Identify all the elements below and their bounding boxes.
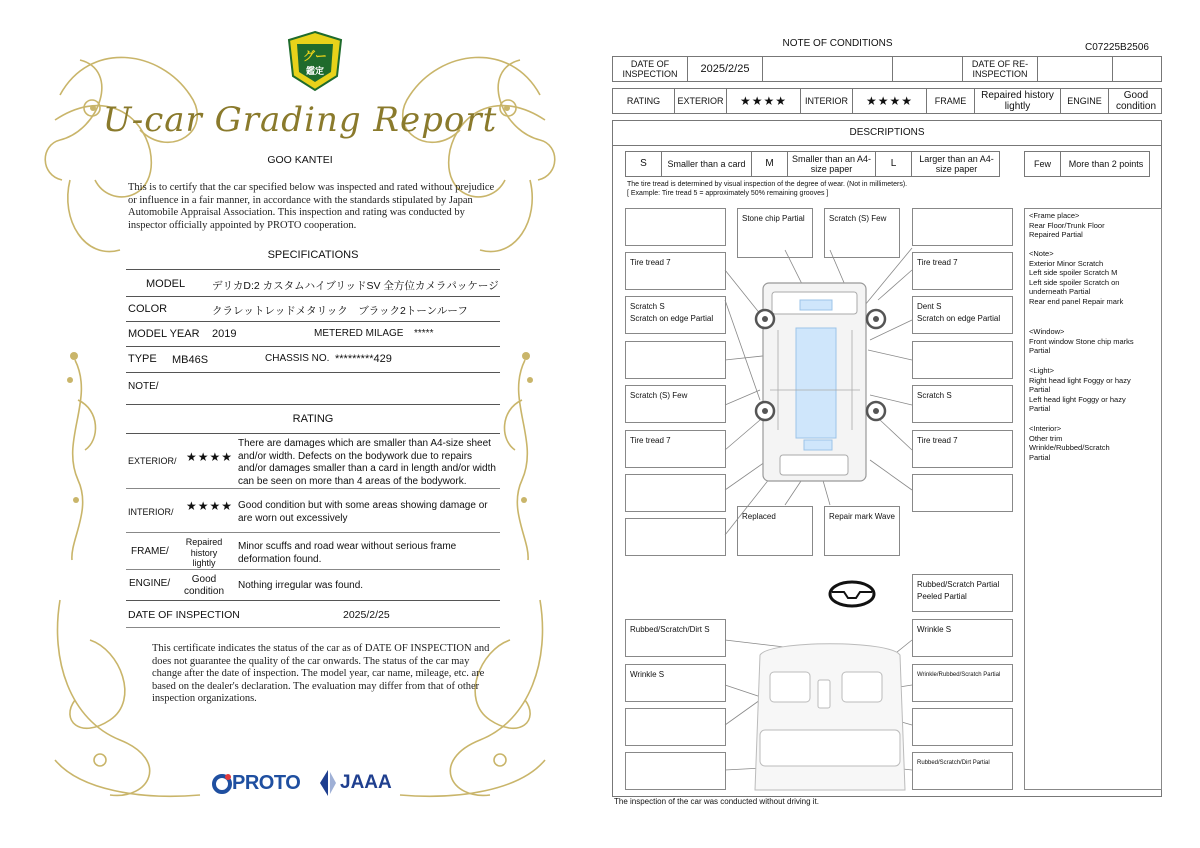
- note-box-interior-right-3: [912, 708, 1013, 746]
- date-value: 2025/2/25: [688, 57, 763, 81]
- note-line: <Interior>: [1029, 424, 1062, 433]
- note-box-left-5: [625, 385, 726, 423]
- note-line: <Light>: [1029, 366, 1055, 375]
- note-line: <Window>: [1029, 327, 1065, 336]
- exterior-stars: ★★★★: [186, 450, 234, 464]
- note-box-text: Dent S Scratch on edge Partial: [917, 302, 1001, 323]
- note-line: underneath Partial: [1029, 287, 1091, 296]
- legend-l: L: [876, 152, 912, 176]
- model-value: デリカD:2 カスタムハイブリッドSV 全方位カメラパッケージ: [212, 280, 499, 292]
- rating-label: RATING: [613, 89, 675, 113]
- mileage-value: *****: [414, 328, 434, 339]
- engine-value: Good condition: [1115, 90, 1157, 112]
- inspection-date-label: DATE OF INSPECTION: [128, 609, 240, 621]
- rating-title: RATING: [292, 413, 334, 425]
- note-box-top-2: [824, 208, 900, 258]
- note-box-right-2: [912, 252, 1013, 290]
- note-box-text: Tire tread 7: [917, 258, 958, 267]
- note-line: Rear Floor/Trunk Floor: [1029, 220, 1105, 230]
- note-box-interior-left-1: [625, 619, 726, 657]
- engine-label: ENGINE/: [129, 578, 171, 589]
- exterior-stars: ★★★★: [727, 89, 801, 113]
- divider: [126, 404, 500, 405]
- note-box-left-1: [625, 208, 726, 246]
- tire-note: The tire tread is determined by visual inspection of the degree of wear. (Not in millimeters).: [627, 181, 908, 188]
- note-box-right-7: [912, 474, 1013, 512]
- date-label: DATE OF INSPECTION: [613, 57, 688, 81]
- chassis-value: *********429: [335, 353, 392, 365]
- model-label: MODEL: [146, 278, 186, 290]
- color-value: クラレットレッドメタリック ブラック2トーンルーフ: [212, 305, 468, 317]
- certificate-disclaimer: This certificate indicates the status of the car as of DATE OF INSPECTION and does not guarantee the quality of the car onwards. The status of the car may change after the date of inspection. The model year, car name, mileage, etc. are based on the dealer's declaration. The evaluation may differ from that of other inspection organizations.: [152, 643, 490, 704]
- note-line: Exterior Minor Scratch: [1029, 258, 1104, 268]
- legend-s-desc: Smaller than a card: [662, 152, 752, 176]
- note-box-left-6: [625, 430, 726, 468]
- interior-stars: ★★★★: [186, 499, 234, 513]
- note-box-interior-left-3: [625, 708, 726, 746]
- note-box-interior-right-4: [912, 752, 1013, 790]
- divider: [126, 627, 500, 628]
- mileage-label: METERED MILAGE: [314, 328, 404, 339]
- note-box-right-6: [912, 430, 1013, 468]
- note-line: Right head light Foggy or hazy: [1029, 375, 1131, 385]
- engine-label: ENGINE: [1061, 89, 1109, 113]
- note-line: Rear end panel Repair mark: [1029, 296, 1124, 306]
- divider: [126, 433, 500, 434]
- note-box-text: Stone chip Partial: [742, 214, 805, 223]
- engine-description: Nothing irregular was found.: [238, 580, 364, 591]
- interior-description: Good condition but with some areas showing damage or are worn out excessively: [238, 500, 488, 524]
- note-line: Left side spoiler Scratch M: [1029, 268, 1118, 277]
- condition-notes: [1024, 208, 1162, 790]
- interior-stars: ★★★★: [853, 89, 927, 113]
- note-box-text: Rubbed/Scratch Partial Peeled Partial: [917, 580, 1000, 601]
- badge-bottom-text: 鑑定: [305, 67, 325, 77]
- note-line: Wrinkle/Rubbed/Scratch: [1029, 443, 1110, 452]
- note-box-text: Scratch (S) Few: [630, 391, 688, 400]
- legend-l-desc: Larger than an A4-size paper: [919, 154, 994, 174]
- badge-top-text: グー: [302, 49, 328, 63]
- divider: [126, 346, 500, 347]
- note-box-left-8: [625, 518, 726, 556]
- chassis-label: CHASSIS NO.: [265, 353, 330, 364]
- engine-value: Good condition: [183, 574, 225, 597]
- note-box-top-1: [737, 208, 813, 258]
- divider: [126, 296, 500, 297]
- proto-logo-icon: [212, 773, 232, 795]
- legend-m-desc: Smaller than an A4-size paper: [788, 152, 876, 176]
- note-line: Left head light Foggy or hazy: [1029, 394, 1126, 404]
- note-line: <Frame place>: [1029, 211, 1080, 220]
- legend-few-desc: More than 2 points: [1068, 159, 1144, 169]
- note-box-text: Wrinkle S: [630, 670, 665, 679]
- note-box-right-1: [912, 208, 1013, 246]
- note-line: Front window Stone chip marks: [1029, 336, 1134, 346]
- note-box-text: Rubbed/Scratch/Dirt S: [630, 625, 710, 634]
- interior-label: INTERIOR: [801, 89, 853, 113]
- divider: [126, 269, 500, 270]
- note-line: <Note>: [1029, 249, 1054, 258]
- specifications-title: SPECIFICATIONS: [267, 249, 359, 261]
- note-box-left-4: [625, 341, 726, 379]
- note-of-conditions: [600, 0, 1200, 848]
- divider: [126, 532, 500, 533]
- note-box-text: Scratch S Scratch on edge Partial: [630, 302, 714, 323]
- reinspection-label: DATE OF RE-INSPECTION: [963, 57, 1038, 81]
- legend-few: Few: [1025, 152, 1061, 176]
- divider: [126, 600, 500, 601]
- note-line: Partial: [1029, 346, 1051, 355]
- jaaa-logo-icon: [318, 770, 338, 796]
- note-box-text: Replaced: [742, 512, 776, 521]
- note-box-left-3: [625, 296, 726, 334]
- sheet-title: NOTE OF CONDITIONS: [782, 38, 893, 49]
- interior-label: INTERIOR/: [128, 507, 174, 517]
- divider: [126, 321, 500, 322]
- note-box-interior-left-2: [625, 664, 726, 702]
- exterior-description: There are damages which are smaller than A4-size sheet and/or width. Defects on the bodywork due to repairs and/or damages smaller than a card in length and/or width can be seen on more than 4 areas of the bodywork.: [238, 438, 496, 487]
- note-box-text: Tire tread 7: [917, 436, 958, 445]
- proto-logo: PROTO: [232, 772, 301, 794]
- note-box-right-4: [912, 341, 1013, 379]
- frame-value: Repaired history lightly: [185, 537, 223, 568]
- color-label: COLOR: [128, 303, 168, 315]
- note-box-interior-right-1: [912, 619, 1013, 657]
- note-box-text: Rubbed/Scratch/Dirt Partial: [917, 760, 990, 766]
- type-label: TYPE: [128, 353, 157, 365]
- divider: [126, 372, 500, 373]
- inspection-date-value: 2025/2/25: [343, 609, 390, 621]
- descriptions-title: DESCRIPTIONS: [849, 127, 925, 138]
- note-line: Partial: [1029, 452, 1051, 462]
- note-box-text: Tire tread 7: [630, 436, 671, 445]
- note-box-steering: [912, 574, 1013, 612]
- type-value: MB46S: [172, 354, 209, 366]
- note-box-left-7: [625, 474, 726, 512]
- note-line: Repaired Partial: [1029, 230, 1083, 239]
- model-year-value: 2019: [212, 328, 237, 340]
- tire-example: [ Example: Tire tread 5 = approximately 50% remaining grooves ]: [627, 190, 829, 197]
- note-box-interior-right-2: [912, 664, 1013, 702]
- frame-label: FRAME/: [131, 546, 169, 557]
- report-title: U-car Grading Report: [102, 100, 498, 140]
- frame-label: FRAME: [927, 89, 975, 113]
- note-line: Partial: [1029, 385, 1051, 394]
- exterior-label: EXTERIOR: [675, 89, 727, 113]
- note-box-text: Wrinkle/Rubbed/Scratch Partial: [917, 672, 1001, 678]
- note-box-text: Scratch (S) Few: [829, 214, 887, 223]
- note-box-text: Wrinkle S: [917, 625, 952, 634]
- frame-description: Minor scuffs and road wear without serious frame deformation found.: [238, 541, 457, 565]
- org-name: GOO KANTEI: [267, 154, 333, 166]
- note-line: Left side spoiler Scratch on: [1029, 277, 1120, 287]
- frame-value: Repaired history lightly: [975, 89, 1061, 113]
- sheet-code: C07225B2506: [1085, 42, 1149, 53]
- inspection-footnote: The inspection of the car was conducted without driving it.: [614, 797, 819, 806]
- note-line: Other trim: [1029, 433, 1063, 443]
- legend-m: M: [752, 152, 788, 176]
- divider: [126, 488, 500, 489]
- note-box-text: Repair mark Wave: [829, 512, 895, 521]
- exterior-label: EXTERIOR/: [128, 456, 177, 466]
- jaaa-logo: JAAA: [340, 772, 392, 793]
- note-box-right-5: [912, 385, 1013, 423]
- note-box-text: Tire tread 7: [630, 258, 671, 267]
- note-box-right-3: [912, 296, 1013, 334]
- note-line: Partial: [1029, 404, 1051, 413]
- certification-intro: This is to certify that the car specified below was inspected and rated without prejudice or influence in a fair manner, in accordance with the standards stipulated by Japan Automobile Appraisal Association. This inspection and rating was conducted by inspector officially appointed by PROTO cooperation.: [128, 182, 495, 231]
- note-box-interior-left-4: [625, 752, 726, 790]
- divider: [126, 569, 500, 570]
- note-label: NOTE/: [128, 381, 159, 392]
- goo-kantei-badge: [287, 30, 343, 92]
- note-box-left-2: [625, 252, 726, 290]
- note-box-text: Scratch S: [917, 391, 952, 400]
- note-box-bottom-2: [824, 506, 900, 556]
- model-year-label: MODEL YEAR: [128, 328, 200, 340]
- legend-s: S: [626, 152, 662, 176]
- note-box-bottom-1: [737, 506, 813, 556]
